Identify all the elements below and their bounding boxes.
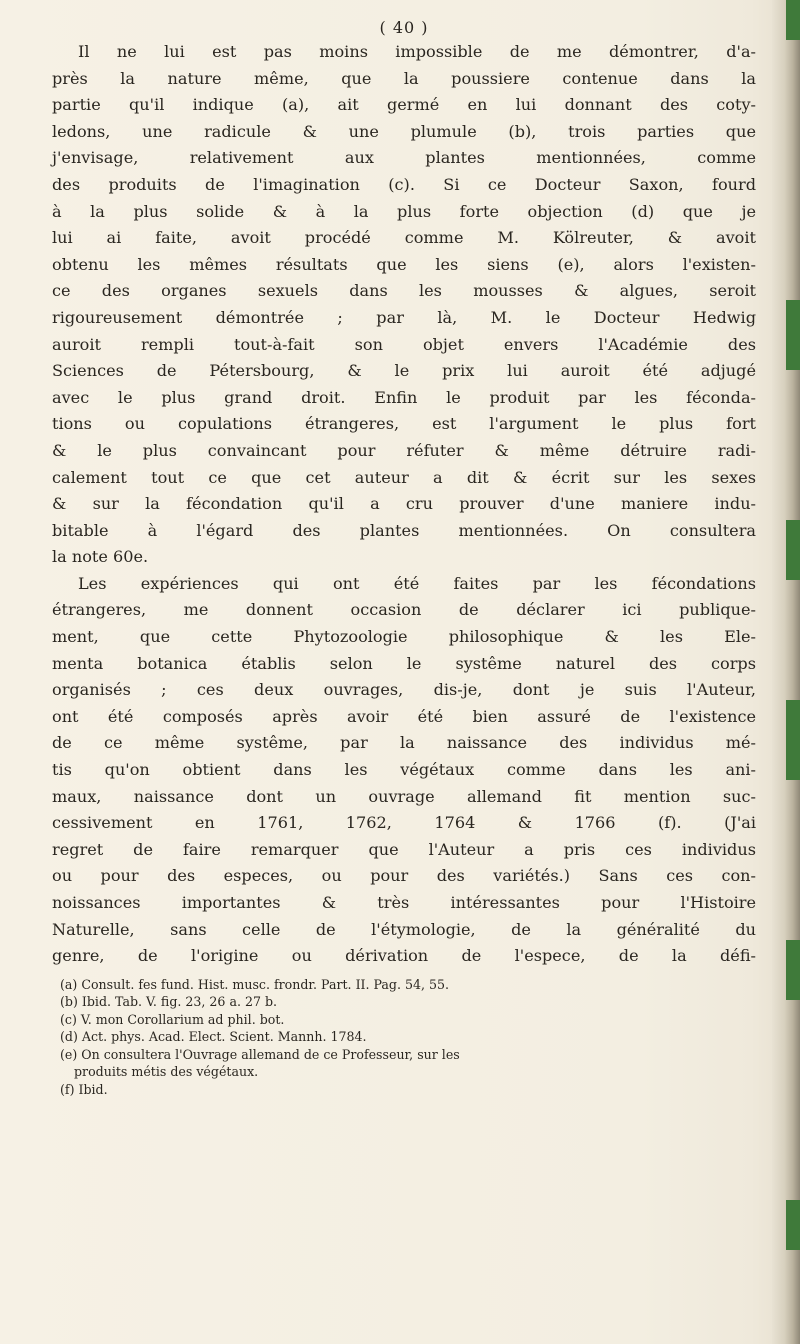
green-edge-tab (786, 300, 800, 370)
text-line: menta botanica établis selon le systême naturel des corps (52, 653, 756, 673)
footnotes (52, 976, 756, 1099)
text-line: & sur la fécondation qu'il a cru prouver d'une maniere indu- (52, 494, 756, 514)
green-edge-tab (786, 1200, 800, 1250)
footnote: (e) On consultera l'Ouvrage allemand de ce Professeur, sur les (60, 1046, 460, 1062)
text-line: tis qu'on obtient dans les végétaux comme dans les ani- (52, 760, 756, 780)
page-content (52, 18, 756, 1098)
footnote: (d) Act. phys. Acad. Elect. Scient. Mannh. 1784. (60, 1029, 367, 1045)
text-line: Il ne lui est pas moins impossible de me démontrer, d'a- (78, 42, 756, 61)
text-line: auroit rempli tout-à-fait son objet envers l'Académie des (52, 334, 756, 354)
text-line: & le plus convaincant pour réfuter & même détruire radi- (52, 440, 756, 460)
text-line: ont été composés après avoir été bien assuré de l'existence (52, 706, 756, 726)
text-line: la note 60e. (52, 547, 149, 567)
green-edge-tab (786, 520, 800, 580)
text-line: tions ou copulations étrangeres, est l'argument le plus fort (52, 414, 756, 434)
text-line: regret de faire remarquer que l'Auteur a pris ces individus (52, 839, 756, 859)
footnote: (b) Ibid. Tab. V. fig. 23, 26 a. 27 b. (60, 994, 278, 1010)
text-line: bitable à l'égard des plantes mentionnées. On consultera (52, 520, 756, 540)
footnote: (a) Consult. fes fund. Hist. musc. frondr. Part. II. Pag. 54, 55. (60, 976, 450, 992)
text-line: étrangeres, me donnent occasion de déclarer ici publique- (52, 600, 756, 620)
text-line: à la plus solide & à la plus forte objection (d) que je (52, 201, 756, 221)
text-line: partie qu'il indique (a), ait germé en lui donnant des coty- (52, 95, 756, 115)
text-line: ledons, une radicule & une plumule (b), trois parties que (52, 121, 756, 141)
green-edge-tab (786, 700, 800, 780)
text-line: j'envisage, relativement aux plantes mentionnées, comme (52, 148, 756, 168)
text-line: noissances importantes & très intéressantes pour l'Histoire (52, 893, 756, 912)
text-line: ou pour des especes, ou pour des variétés.) Sans ces con- (52, 866, 756, 886)
paragraph-2 (52, 571, 756, 970)
text-line: avec le plus grand droit. Enfin le produit par les féconda- (52, 387, 756, 407)
text-line: des produits de l'imagination (c). Si ce Docteur Saxon, fourd (52, 174, 756, 194)
text-line: obtenu les mêmes résultats que les siens (e), alors l'existen- (52, 254, 756, 274)
text-line: genre, de l'origine ou dérivation de l'espece, de la défi- (52, 946, 756, 966)
footnote: (c) V. mon Corollarium ad phil. bot. (60, 1011, 285, 1027)
text-line: Naturelle, sans celle de l'étymologie, de la généralité du (52, 919, 756, 939)
text-line: lui ai faite, avoit procédé comme M. Kölreuter, & avoit (52, 228, 756, 248)
green-edge-tab (786, 940, 800, 1000)
text-line: ce des organes sexuels dans les mousses & algues, seroit (52, 281, 756, 301)
text-line: près la nature même, que la poussiere contenue dans la (52, 68, 756, 88)
text-line: rigoureusement démontrée ; par là, M. le Docteur Hedwig (52, 307, 756, 327)
text-line: de ce même systême, par la naissance des individus mé- (52, 733, 756, 753)
text-line: cessivement en 1761, 1762, 1764 & 1766 (f). (J'ai (52, 813, 756, 833)
text-line: ment, que cette Phytozoologie philosophique & les Ele- (52, 627, 756, 647)
text-line: Sciences de Pétersbourg, & le prix lui auroit été adjugé (52, 361, 756, 381)
paragraph-1 (52, 39, 756, 571)
book-spine-edge (772, 0, 800, 1344)
page-number: ( 40 ) (379, 18, 429, 37)
text-line: Les expériences qui ont été faites par les fécondations (78, 573, 756, 593)
text-line: calement tout ce que cet auteur a dit & écrit sur les sexes (52, 467, 756, 487)
footnote: (f) Ibid. (60, 1081, 108, 1097)
text-line: organisés ; ces deux ouvrages, dis-je, dont je suis l'Auteur, (52, 680, 756, 700)
green-edge-tab (786, 0, 800, 40)
footnote: produits métis des végétaux. (74, 1064, 259, 1080)
text-line: maux, naissance dont un ouvrage allemand fit mention suc- (52, 786, 756, 806)
